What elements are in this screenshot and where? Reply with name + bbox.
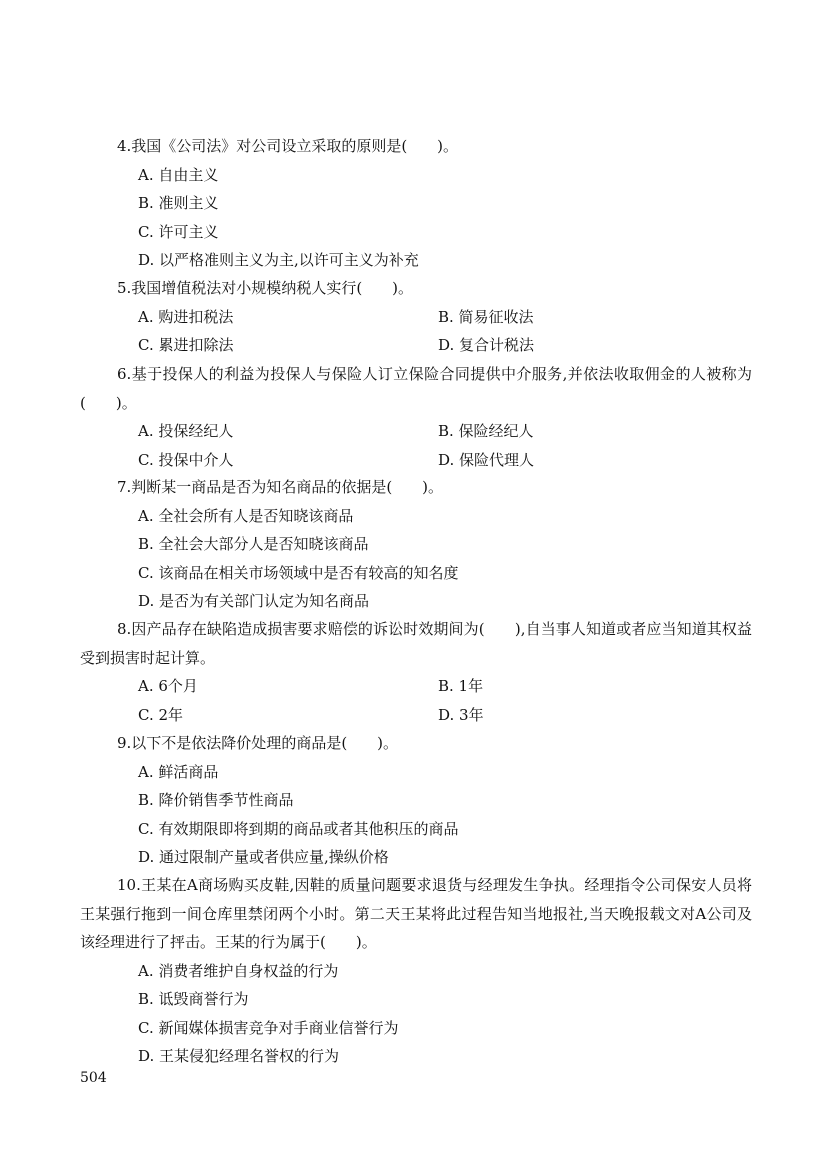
option-a: A. 消费者维护自身权益的行为: [138, 961, 339, 980]
question-stem: 7.判断某一商品是否为知名商品的依据是( )。: [117, 478, 444, 496]
option-d: D. 3年: [438, 705, 484, 724]
option-a: A. 自由主义: [138, 165, 219, 184]
option-row: [80, 701, 752, 730]
option-d: D. 王某侵犯经理名誉权的行为: [138, 1047, 340, 1065]
option-a: A. 投保经纪人: [138, 422, 234, 440]
question-8: [80, 615, 752, 729]
option-a: A. 购进扣税法: [138, 307, 234, 326]
question-10: [80, 871, 752, 1071]
option-row: [80, 672, 752, 701]
option-a: A. 全社会所有人是否知晓该商品: [138, 506, 354, 525]
option-a: A. 鲜活商品: [138, 762, 219, 781]
question-stem: 6.基于投保人的利益为投保人与保险人订立保险合同提供中介服务,并依法收取佣金的人被称为( )。: [80, 365, 752, 412]
question-5: [80, 274, 752, 360]
option-d: D. 通过限制产量或者供应量,操纵价格: [138, 848, 389, 866]
option-row: [80, 331, 752, 360]
option-b: B. 准则主义: [138, 194, 219, 212]
question-stem: 8.因产品存在缺陷造成损害要求赔偿的诉讼时效期间为( ),自当事人知道或者应当知道其权益受到损害时起计算。: [80, 620, 752, 667]
option-b: B. 简易征收法: [438, 307, 534, 326]
question-9: [80, 729, 752, 872]
option-a: A. 6个月: [138, 677, 198, 695]
option-c: C. 投保中介人: [138, 450, 234, 469]
question-stem: 9.以下不是依法降价处理的商品是( )。: [117, 734, 399, 752]
page-number: 504: [80, 1070, 107, 1086]
question-stem: 10.王某在A商场购买皮鞋,因鞋的质量问题要求退货与经理发生争执。经理指令公司保安人员将王某强行拖到一间仓库里禁闭两个小时。第二天王某将此过程告知当地报社,当天晚报载文对A公司及该经理进行了抨击。王某的行为属于( )。: [80, 876, 752, 951]
option-d: D. 是否为有关部门认定为知名商品: [138, 592, 370, 610]
option-b: B. 1年: [438, 677, 484, 695]
option-d: D. 以严格准则主义为主,以许可主义为补充: [138, 251, 419, 269]
option-b: B. 全社会大部分人是否知晓该商品: [138, 535, 369, 553]
option-b: B. 诋毁商誉行为: [138, 990, 249, 1008]
option-c: C. 该商品在相关市场领域中是否有较高的知名度: [138, 563, 459, 582]
question-4: [80, 132, 752, 275]
option-row: [80, 417, 752, 446]
option-c: C. 许可主义: [138, 222, 219, 241]
question-stem: 4.我国《公司法》对公司设立采取的原则是( )。: [117, 137, 459, 155]
option-c: C. 新闻媒体损害竞争对手商业信誉行为: [138, 1018, 399, 1037]
option-row: [80, 303, 752, 332]
question-stem: 5.我国增值税法对小规模纳税人实行( )。: [117, 279, 414, 297]
option-d: D. 保险代理人: [438, 450, 535, 469]
option-c: C. 累进扣除法: [138, 336, 234, 354]
option-c: C. 2年: [138, 705, 184, 724]
option-b: B. 降价销售季节性商品: [138, 791, 294, 809]
option-b: B. 保险经纪人: [438, 422, 534, 440]
option-c: C. 有效期限即将到期的商品或者其他积压的商品: [138, 819, 459, 838]
question-6: [80, 360, 752, 474]
question-7: [80, 473, 752, 616]
option-row: [80, 446, 752, 475]
option-d: D. 复合计税法: [438, 336, 535, 354]
